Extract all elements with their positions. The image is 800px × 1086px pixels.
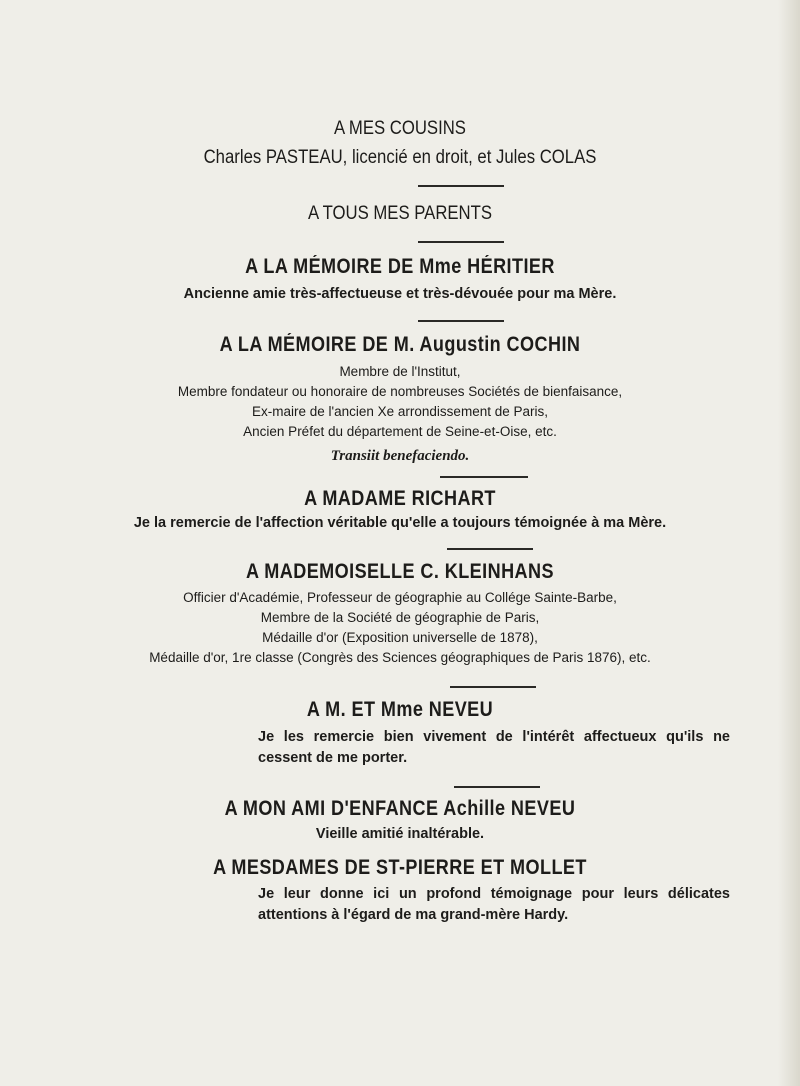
divider: [418, 241, 504, 243]
mesdames-text: Je leur donne ici un profond témoignage pour leurs délicates attentions à l'égard de ma grand-mère Hardy.: [258, 886, 730, 923]
cousins-line: Charles PASTEAU, licencié en droit, et Jules COLAS: [203, 147, 597, 168]
kleinhans-line: Membre de la Société de géographie de Paris,: [260, 610, 540, 625]
mesdames-title: A MESDAMES DE ST-PIERRE ET MOLLET: [213, 856, 587, 879]
cochin-line: Membre fondateur ou honoraire de nombreuses Sociétés de bienfaisance,: [177, 384, 623, 399]
divider: [450, 686, 536, 688]
neveu-title: A M. ET Mme NEVEU: [306, 698, 494, 721]
divider: [440, 476, 528, 478]
kleinhans-title: A MADEMOISELLE C. KLEINHANS: [246, 560, 554, 583]
richart-line: Je la remercie de l'affection véritable qu'elle a toujours témoignée à ma Mère.: [133, 515, 667, 531]
cochin-motto: Transiit benefaciendo.: [330, 448, 470, 464]
richart-title: A MADAME RICHART: [304, 487, 496, 510]
divider: [418, 320, 504, 322]
cochin-title: A LA MÉMOIRE DE M. Augustin COCHIN: [219, 333, 581, 356]
divider: [454, 786, 540, 788]
cochin-line: Membre de l'Institut,: [339, 364, 461, 379]
ami-title: A MON AMI D'ENFANCE Achille NEVEU: [224, 797, 576, 820]
cochin-line: Ex-maire de l'ancien Xe arrondissement de Paris,: [252, 404, 548, 419]
divider: [418, 185, 504, 187]
page-edge: [778, 0, 800, 1086]
kleinhans-line: Officier d'Académie, Professeur de géographie au Collége Sainte-Barbe,: [183, 590, 617, 605]
parents-title: A TOUS MES PARENTS: [308, 203, 492, 224]
ami-line: Vieille amitié inaltérable.: [315, 826, 485, 842]
kleinhans-line: Médaille d'or (Exposition universelle de 1878),: [262, 630, 538, 645]
heritier-title: A LA MÉMOIRE DE Mme HÉRITIER: [245, 255, 555, 278]
divider: [447, 548, 533, 550]
cochin-line: Ancien Préfet du département de Seine-et-Oise, etc.: [243, 424, 557, 439]
neveu-text: Je les remercie bien vivement de l'intérêt affectueux qu'ils ne cessent de me porter.: [258, 729, 730, 766]
cousins-title: A MES COUSINS: [334, 118, 466, 139]
kleinhans-line: Médaille d'or, 1re classe (Congrès des Sciences géographiques de Paris 1876), etc.: [149, 650, 651, 665]
heritier-line: Ancienne amie très-affectueuse et très-dévouée pour ma Mère.: [183, 286, 617, 302]
